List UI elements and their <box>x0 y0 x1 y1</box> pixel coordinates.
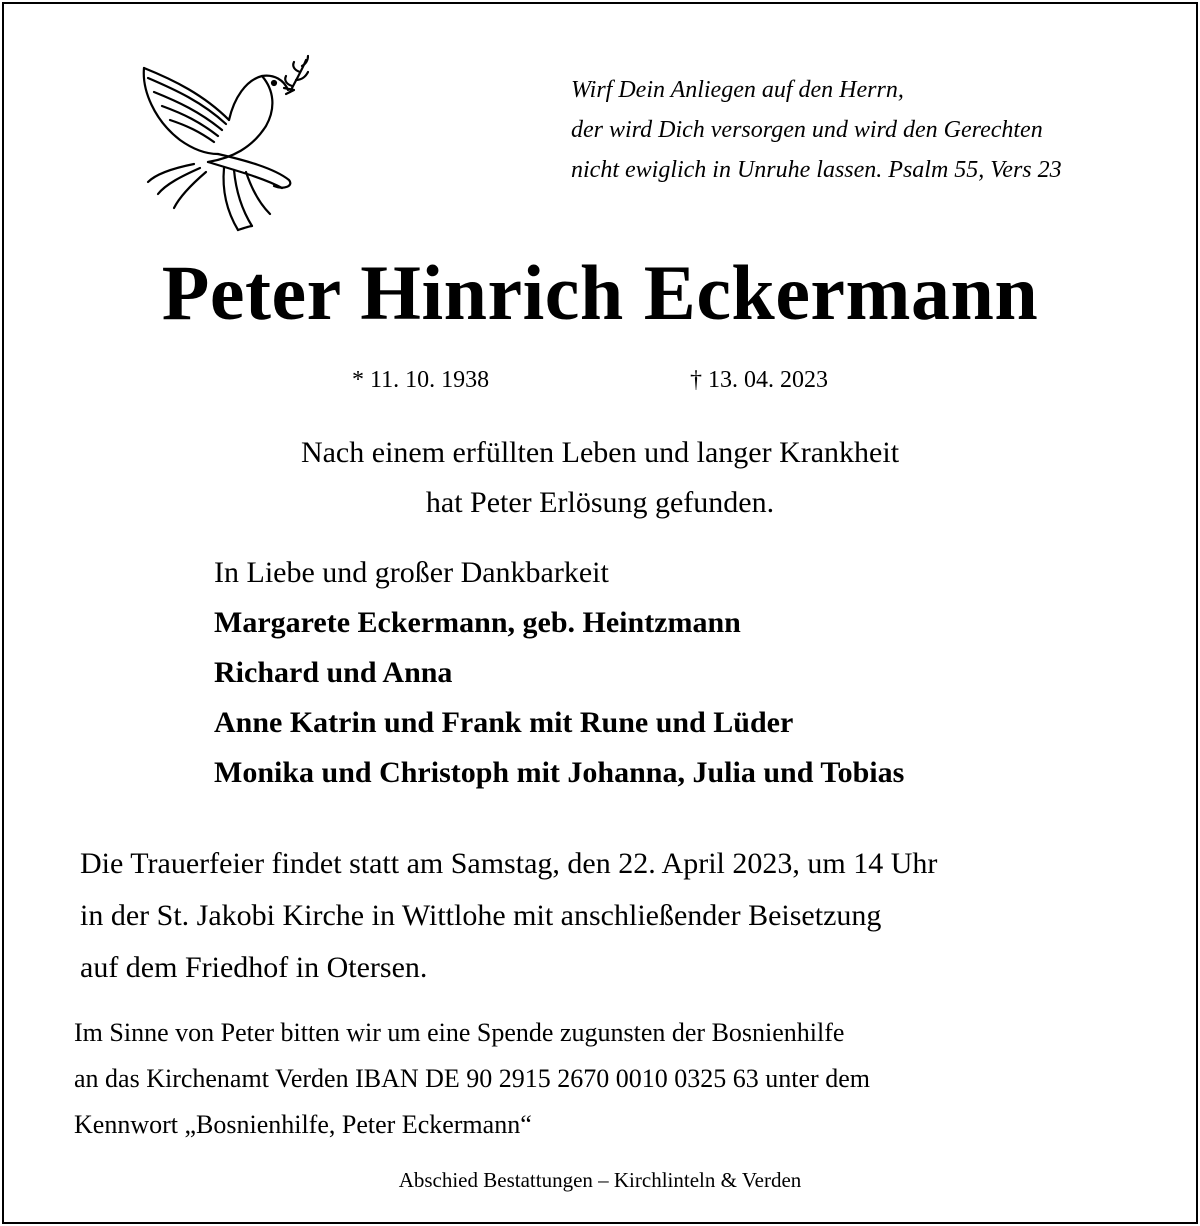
donation-line: Im Sinne von Peter bitten wir um eine Spende zugunsten der Bosnienhilfe <box>74 1018 845 1047</box>
verse-line: nicht ewiglich in Unruhe lassen. Psalm 55, Vers 23 <box>571 157 1062 183</box>
mourner-name: Richard und Anna <box>214 656 453 689</box>
ceremony-line: in der St. Jakobi Kirche in Wittlohe mit anschließender Beisetzung <box>80 899 882 932</box>
mourner-name: Anne Katrin und Frank mit Rune und Lüder <box>214 706 794 739</box>
donation-line: an das Kirchenamt Verden IBAN DE 90 2915 2670 0010 0325 63 unter dem <box>74 1064 870 1093</box>
ceremony-info <box>80 838 937 994</box>
ceremony-line: Die Trauerfeier findet statt am Samstag, den 22. April 2023, um 14 Uhr <box>80 847 938 880</box>
mourner-name: Monika und Christoph mit Johanna, Julia und Tobias <box>214 756 905 789</box>
funeral-home: Abschied Bestattungen – Kirchlinteln & Verden <box>398 1168 802 1192</box>
donation-info <box>74 1010 870 1148</box>
mourners-opening: In Liebe und großer Dankbarkeit <box>214 556 609 589</box>
mourner-name: Margarete Eckermann, geb. Heintzmann <box>214 606 741 639</box>
deceased-name: Peter Hinrich Eckermann <box>161 249 1039 336</box>
intro-text <box>0 428 1200 528</box>
death-date: † 13. 04. 2023 <box>690 367 828 393</box>
birth-date: * 11. 10. 1938 <box>352 367 490 393</box>
verse-line: der wird Dich versorgen und wird den Gerechten <box>571 117 1043 143</box>
ceremony-line: auf dem Friedhof in Otersen. <box>80 951 428 984</box>
intro-line: hat Peter Erlösung gefunden. <box>425 486 775 519</box>
intro-line: Nach einem erfüllten Leben und langer Krankheit <box>300 436 900 469</box>
donation-line: Kennwort „Bosnienhilfe, Peter Eckermann“ <box>74 1110 532 1139</box>
dove-icon <box>134 50 309 235</box>
bible-verse <box>571 70 1171 190</box>
mourners-list <box>214 548 904 798</box>
verse-line: Wirf Dein Anliegen auf den Herrn, <box>571 77 904 103</box>
